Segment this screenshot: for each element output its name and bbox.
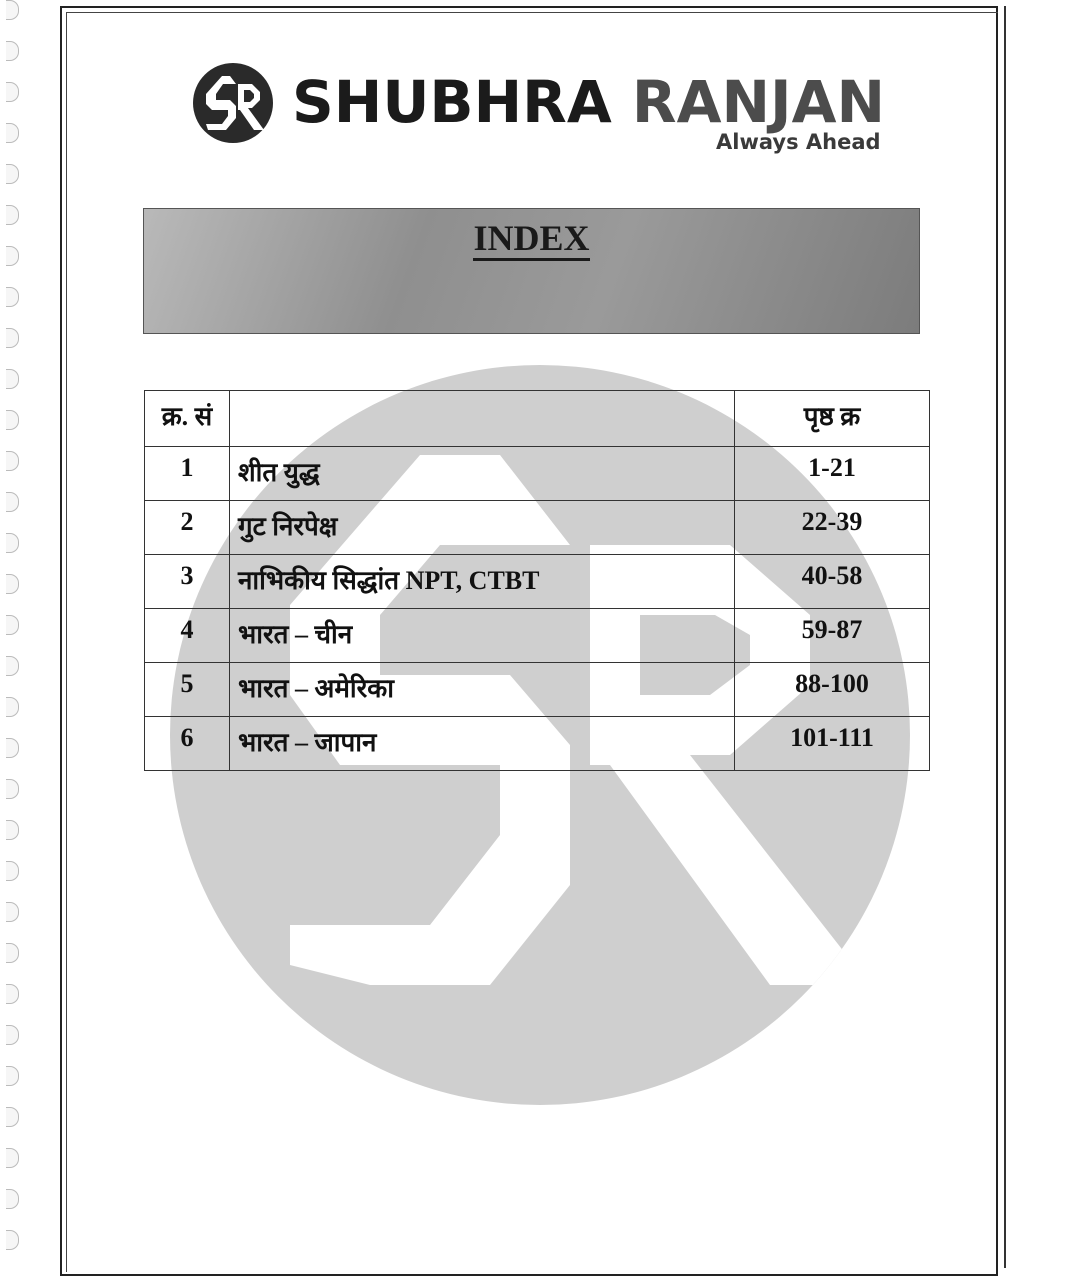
binding-hole	[6, 287, 19, 307]
binding-hole	[6, 369, 19, 389]
binding-hole	[6, 697, 19, 717]
binding-hole	[6, 738, 19, 758]
binding-hole	[6, 943, 19, 963]
index-title	[144, 217, 919, 259]
binding-hole	[6, 533, 19, 553]
binding-hole	[6, 615, 19, 635]
page-frame-right-line	[1004, 6, 1006, 1268]
row-serial: 1	[145, 447, 230, 501]
binding-hole	[6, 1066, 19, 1086]
table-row	[145, 663, 930, 717]
table-row	[145, 717, 930, 771]
row-topic: भारत – चीन	[230, 609, 735, 663]
binding-hole	[6, 328, 19, 348]
binding-hole	[6, 1107, 19, 1127]
table-row	[145, 501, 930, 555]
header-topic	[230, 391, 735, 447]
binding-hole	[6, 205, 19, 225]
index-title-text: INDEX	[473, 218, 589, 261]
row-serial: 4	[145, 609, 230, 663]
sr-logo-icon	[192, 62, 274, 144]
binding-hole	[6, 0, 19, 20]
row-topic: भारत – अमेरिका	[230, 663, 735, 717]
binding-hole	[6, 1189, 19, 1209]
table-row	[145, 555, 930, 609]
row-pages: 40-58	[735, 555, 930, 609]
binding-hole	[6, 1025, 19, 1045]
row-serial: 3	[145, 555, 230, 609]
spiral-binding	[4, 0, 26, 1266]
binding-hole	[6, 246, 19, 266]
table-row	[145, 447, 930, 501]
row-pages: 59-87	[735, 609, 930, 663]
row-pages: 88-100	[735, 663, 930, 717]
row-topic: शीत युद्ध	[230, 447, 735, 501]
row-pages: 22-39	[735, 501, 930, 555]
binding-hole	[6, 1230, 19, 1250]
binding-hole	[6, 574, 19, 594]
row-serial: 2	[145, 501, 230, 555]
row-pages: 1-21	[735, 447, 930, 501]
brand-name-first: SHUBHRA	[292, 68, 612, 136]
binding-hole	[6, 123, 19, 143]
brand-tagline: Always Ahead	[716, 130, 881, 154]
binding-hole	[6, 656, 19, 676]
row-topic: नाभिकीय सिद्धांत NPT, CTBT	[230, 555, 735, 609]
brand-name-second: RANJAN	[631, 68, 886, 136]
binding-hole	[6, 164, 19, 184]
binding-hole	[6, 82, 19, 102]
binding-hole	[6, 861, 19, 881]
index-banner	[143, 208, 920, 334]
row-topic: गुट निरपेक्ष	[230, 501, 735, 555]
row-pages: 101-111	[735, 717, 930, 771]
row-serial: 5	[145, 663, 230, 717]
binding-hole	[6, 902, 19, 922]
binding-hole	[6, 1148, 19, 1168]
index-table	[144, 390, 930, 771]
binding-hole	[6, 820, 19, 840]
binding-hole	[6, 984, 19, 1004]
header-serial: क्र. सं	[145, 391, 230, 447]
header-page: पृष्ठ क्र	[735, 391, 930, 447]
binding-hole	[6, 41, 19, 61]
binding-hole	[6, 779, 19, 799]
row-serial: 6	[145, 717, 230, 771]
table-header-row	[145, 391, 930, 447]
row-topic: भारत – जापान	[230, 717, 735, 771]
binding-hole	[6, 492, 19, 512]
binding-hole	[6, 410, 19, 430]
table-row	[145, 609, 930, 663]
binding-hole	[6, 451, 19, 471]
